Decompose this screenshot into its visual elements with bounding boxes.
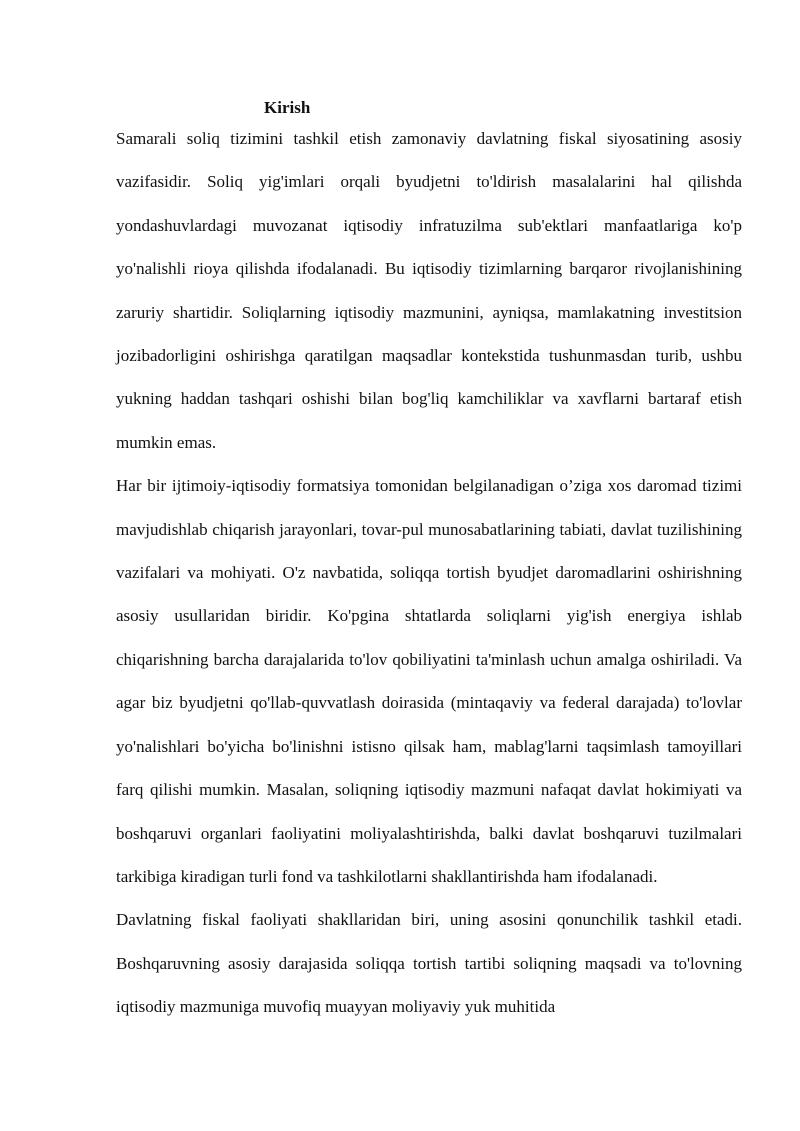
paragraph-income-system: Har bir ijtimoiy-iqtisodiy formatsiya tomonidan belgilanadigan o’ziga xos daromad tizimi mavjudishlab chiqarish jarayonlari, tovar-pul munosabatlarining tabiati, davlat tuzilishining vazifalari va mohiyati. O'z navbatida, soliqqa tortish byudjet daromadlarini oshirishning asosiy usullaridan biridir. Ko'pgina shtatlarda soliqlarni yig'ish energiya ishlab chiqarishning barcha darajalarida to'lov qobiliyatini ta'minlash uchun amalga oshiriladi. Va agar biz byudjetni qo'llab-quvvatlash doirasida (mintaqaviy va federal darajada) to'lovlar yo'nalishlari bo'yicha bo'linishni istisno qilsak ham, mablag'larni taqsimlash tamoyillari farq qilishi mumkin. Masalan, soliqning iqtisodiy mazmuni nafaqat davlat hokimiyati va boshqaruvi organlari faoliyatini moliyalashtirishda, balki davlat boshqaruvi tuzilmalari tarkibiga kiradigan turli fond va tashkilotlarni shakllantirishda ham ifodalanadi. [116, 476, 742, 886]
paragraph-fiscal-activity: Davlatning fiskal faoliyati shakllaridan biri, uning asosini qonunchilik tashkil etadi. Boshqaruvning asosiy darajasida soliqqa tortish tartibi soliqning maqsadi va to'lovning iqtisodiy mazmuniga muvofiq muayyan moliyaviy yuk muhitida [116, 910, 742, 1017]
paragraph-intro: Samarali soliq tizimini tashkil etish zamonaviy davlatning fiskal siyosatining asosiy vazifasidir. Soliq yig'imlari orqali byudjetni to'ldirish masalalarini hal qilishda yondashuvlardagi muvozanat iqtisodiy infratuzilma sub'ektlari manfaatlariga ko'p yo'nalishli rioya qilishda ifodalanadi. Bu iqtisodiy tizimlarning barqaror rivojlanishining zaruriy shartidir. Soliqlarning iqtisodiy mazmunini, ayniqsa, mamlakatning investitsion jozibadorligini oshirishga qaratilgan maqsadlar kontekstida tushunmasdan turib, ushbu yukning haddan tashqari oshishi bilan bog'liq kamchiliklar va xavflarni bartaraf etish mumkin emas. [116, 129, 742, 452]
section-heading: Kirish [264, 98, 311, 117]
document-body [116, 117, 742, 1029]
